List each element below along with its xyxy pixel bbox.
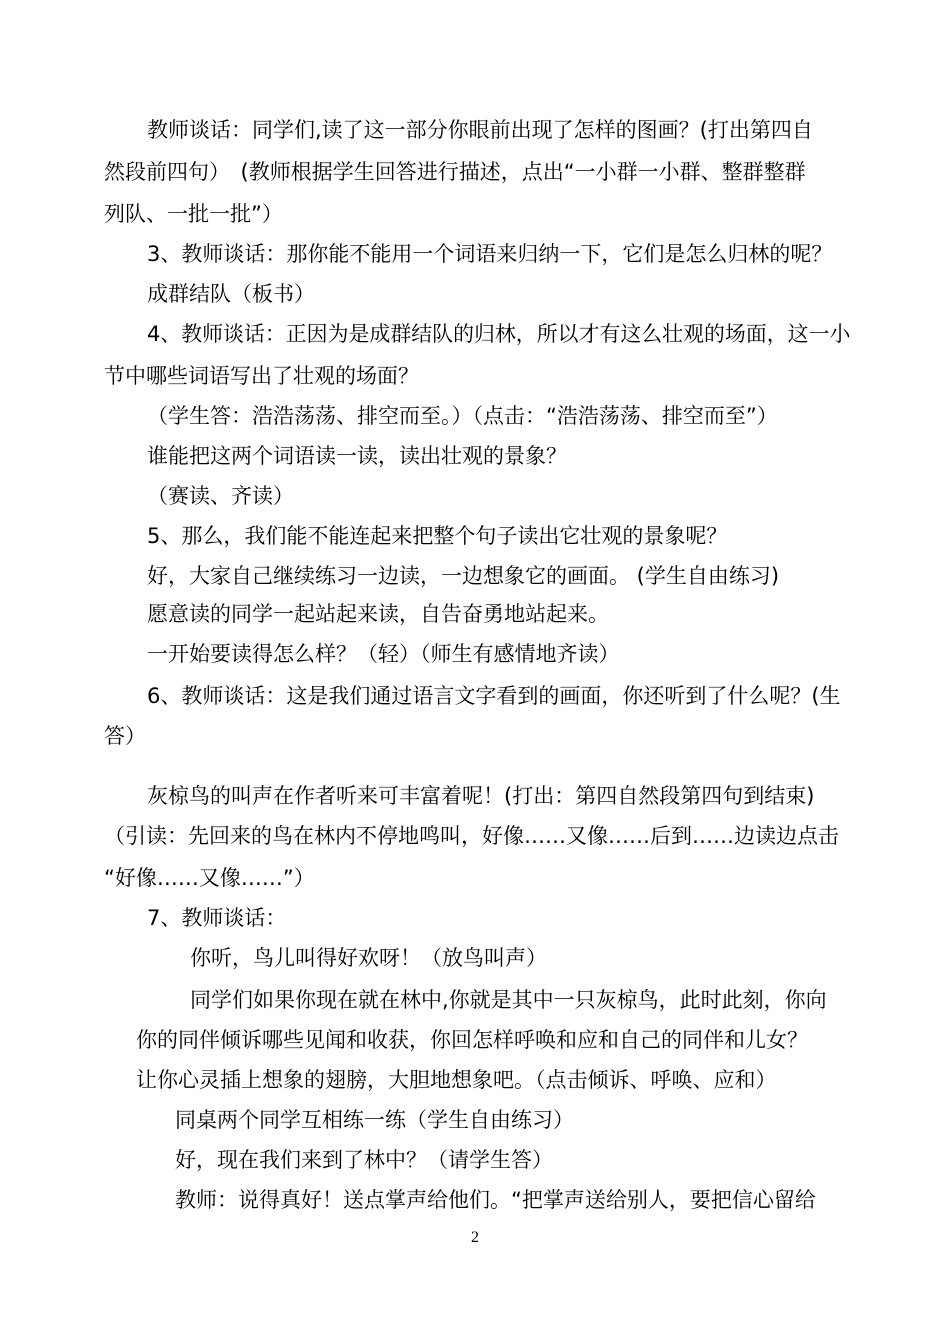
page-number: 2 <box>471 1229 479 1246</box>
text-line: （赛读、齐读） <box>147 484 294 508</box>
text-line: 你的同伴倾诉哪些见闻和收获，你回怎样呼唤和应和自己的同伴和儿女？ <box>136 1028 808 1052</box>
text-line: 好，大家自己继续练习一边读，一边想象它的画面。 (学生自由练习) <box>147 564 780 588</box>
text-line: 让你心灵插上想象的翅膀，大胆地想象吧。（点击倾诉、呼唤、应和） <box>136 1068 777 1092</box>
text-line: 节中哪些词语写出了壮观的场面？ <box>104 364 419 388</box>
text-line: 好，现在我们来到了林中？（请学生答） <box>175 1148 553 1172</box>
text-line: 谁能把这两个词语读一读，读出壮观的景象？ <box>147 444 567 468</box>
text-line: 3、教师谈话：那你能不能用一个词语来归纳一下，它们是怎么归林的呢？ <box>147 242 833 266</box>
text-line: 愿意读的同学一起站起来读，自告奋勇地站起来。 <box>147 602 609 626</box>
text-line: 6、教师谈话：这是我们通过语言文字看到的画面，你还听到了什么呢？(生 <box>147 684 841 708</box>
text-line: 教师谈话：同学们,读了这一部分你眼前出现了怎样的图画？(打出第四自 <box>147 118 813 142</box>
text-line: （引读：先回来的鸟在林内不停地鸣叫，好像……又像……后到……边读边点击 <box>104 824 839 848</box>
text-line: 同桌两个同学互相练一练（学生自由练习） <box>175 1108 574 1132</box>
text-line: “好像……又像……”） <box>104 866 315 890</box>
text-line: 你听，鸟儿叫得好欢呀！（放鸟叫声） <box>190 946 547 970</box>
text-line: 教师：说得真好！送点掌声给他们。“把掌声送给别人，要把信心留给 <box>175 1188 816 1212</box>
text-line: 一开始要读得怎么样？（轻）（师生有感情地齐读） <box>147 642 620 666</box>
text-line: （学生答：浩浩荡荡、排空而至。）（点击：“浩浩荡荡、排空而至”） <box>147 404 778 428</box>
text-line: 同学们如果你现在就在林中,你就是其中一只灰椋鸟，此时此刻，你向 <box>190 988 827 1012</box>
text-line: 5、那么，我们能不能连起来把整个句子读出它壮观的景象呢？ <box>147 524 728 548</box>
text-line: 成群结队（板书） <box>147 282 315 306</box>
text-line: 答） <box>104 724 146 748</box>
text-line: 7、教师谈话： <box>147 906 287 930</box>
text-line: 4、教师谈话：正因为是成群结队的归林，所以才有这么壮观的场面，这一小 <box>147 322 851 346</box>
text-line: 然段前四句） (教师根据学生回答进行描述，点出“一小群一小群、整群整群 <box>104 160 806 184</box>
text-line: 列队、一批一批”） <box>104 202 283 226</box>
text-line: 灰椋鸟的叫声在作者听来可丰富着呢！(打出：第四自然段第四句到结束) <box>147 784 815 808</box>
